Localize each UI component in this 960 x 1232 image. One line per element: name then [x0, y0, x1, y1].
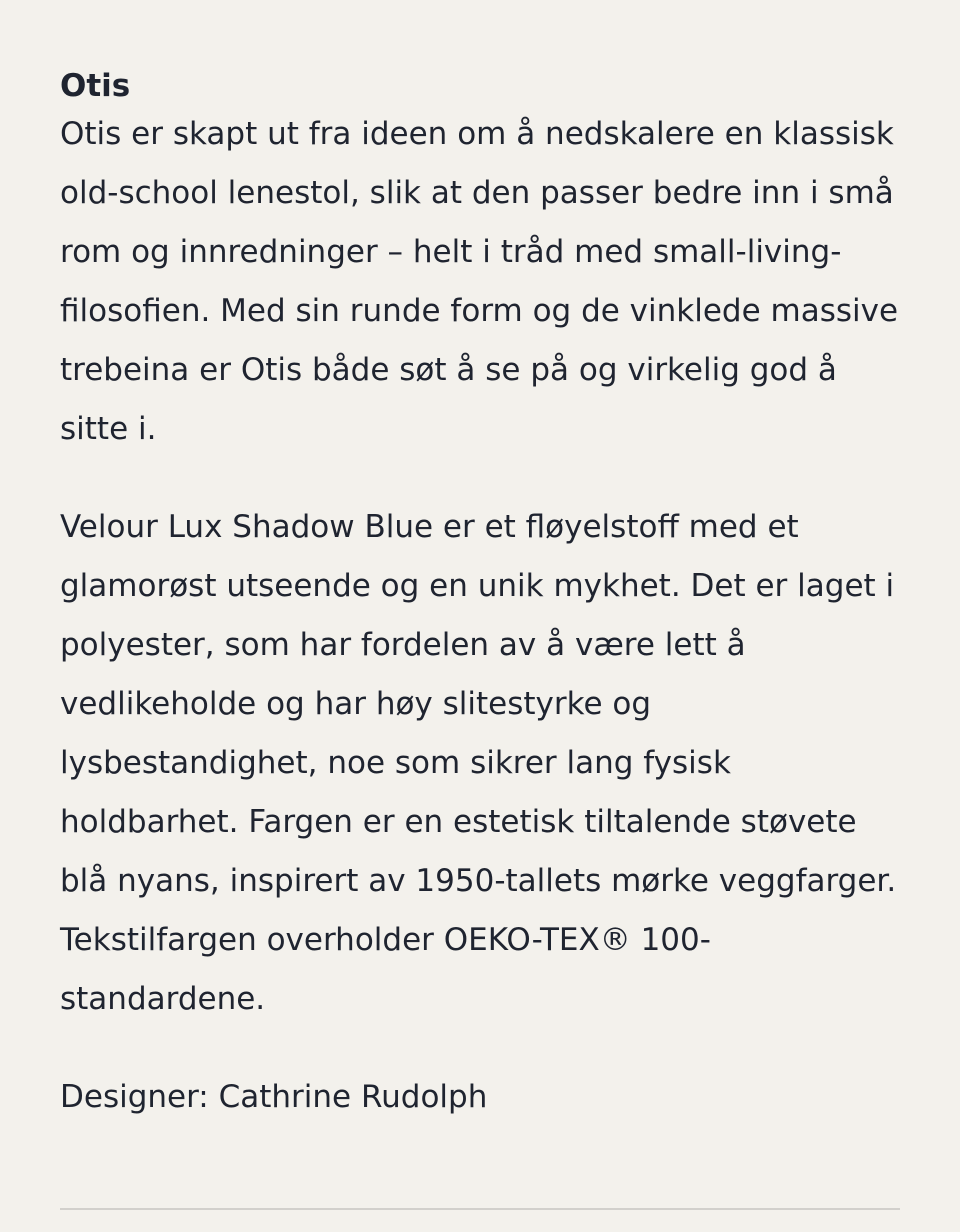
- product-description: Otis er skapt ut fra ideen om å nedskalere en klassisk old-school lenestol, slik at den passer bedre inn i små rom og innredninger – helt i tråd med small-living-filosofien. Med sin runde form og de vinklede massive trebeina er Otis både søt å se på og virkelig god å sitte i.: [60, 116, 899, 447]
- section-divider: [60, 1208, 900, 1210]
- product-title: Otis: [60, 68, 131, 104]
- fabric-description: Velour Lux Shadow Blue er et fløyelstoff med et glamorøst utseende og en unik mykhet. Det er laget i polyester, som har fordelen av å være lett å vedlikeholde og har høy slitestyrke og lysbestandighet, noe som sikrer lang fysisk holdbarhet. Fargen er en estetisk tiltalende støvete blå nyans, inspirert av 1950-tallets mørke veggfarger. Tekstilfargen overholder OEKO-TEX® 100-standardene.: [60, 509, 897, 1017]
- designer-credit: Designer: Cathrine Rudolph: [60, 1079, 488, 1115]
